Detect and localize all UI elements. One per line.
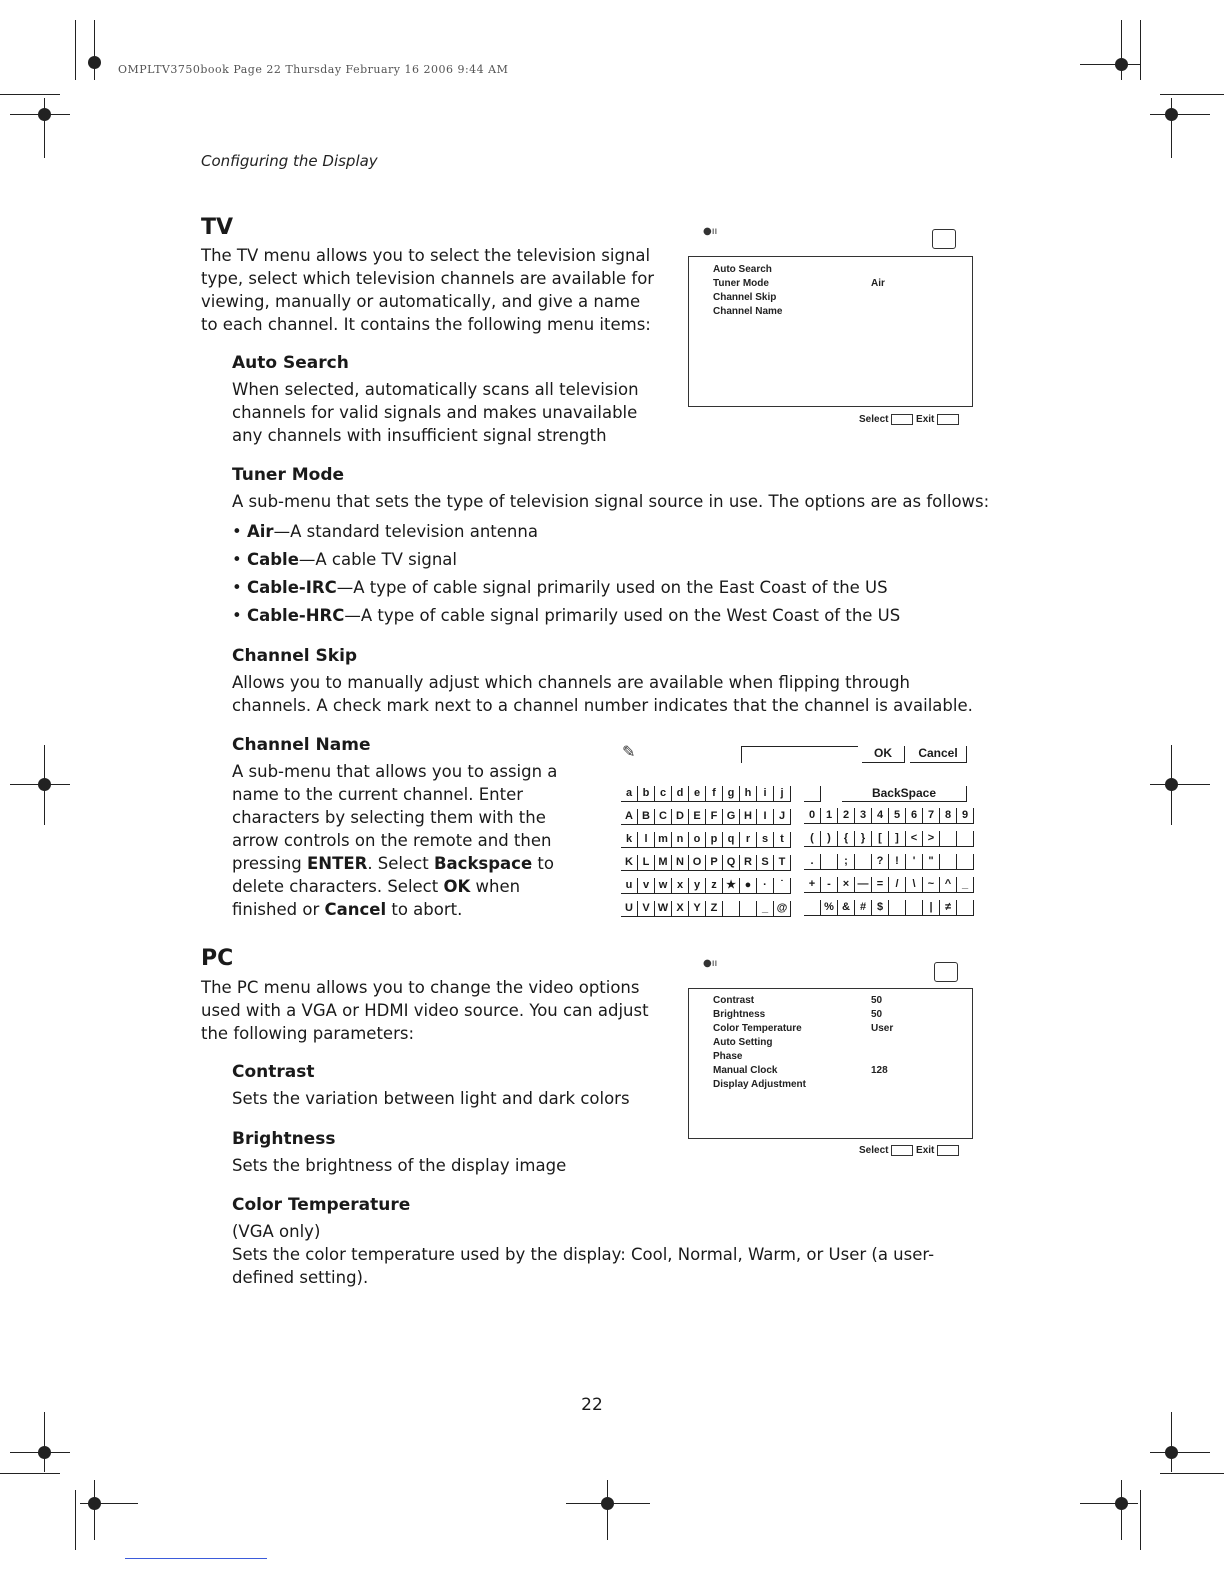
key[interactable]: [957, 900, 974, 916]
pc-menu-values: [871, 994, 893, 1078]
key[interactable]: Y: [689, 901, 706, 917]
auto-search-heading: Auto Search: [232, 353, 349, 373]
option-name: Air: [246, 522, 274, 541]
tuner-mode-heading: Tuner Mode: [232, 465, 345, 485]
key[interactable]: ≠: [940, 900, 957, 916]
key-row: [621, 901, 791, 917]
option-name: Cable-IRC: [246, 578, 337, 597]
tv-menu-footer: [859, 414, 959, 425]
key[interactable]: o: [689, 832, 706, 848]
key[interactable]: c: [655, 786, 672, 802]
pc-tab-icon: [934, 962, 958, 982]
key[interactable]: t: [774, 832, 791, 848]
key[interactable]: ": [923, 854, 940, 870]
key[interactable]: X: [672, 901, 689, 917]
pc-menu-panel: [688, 988, 973, 1139]
key[interactable]: L: [638, 855, 655, 871]
option-desc: —A cable TV signal: [298, 550, 457, 569]
key[interactable]: N: [672, 855, 689, 871]
key[interactable]: a: [621, 786, 638, 802]
key[interactable]: .: [804, 854, 821, 870]
key[interactable]: >: [923, 831, 940, 847]
select-label: Select: [859, 414, 889, 426]
key[interactable]: B: [638, 809, 655, 825]
option-desc: —A standard television antenna: [273, 522, 538, 541]
key[interactable]: b: [638, 786, 655, 802]
key[interactable]: P: [706, 855, 723, 871]
color-temp-heading: Color Temperature: [232, 1195, 411, 1215]
exit-label: Exit: [916, 1145, 935, 1157]
key[interactable]: G: [723, 809, 740, 825]
key[interactable]: f: [706, 786, 723, 802]
tab-picture-icon: ●ıı: [703, 226, 718, 237]
key-row: [804, 808, 974, 824]
tab-picture-icon: ●ıı: [703, 958, 718, 969]
key[interactable]: z: [706, 878, 723, 894]
ok-button[interactable]: OK: [862, 746, 905, 763]
key[interactable]: [957, 854, 974, 870]
channel-skip-text: Allows you to manually adjust which channels are available when flipping through channels. A check mark next to a channel number indicates that the channel is available.: [232, 673, 973, 715]
key-row: [804, 831, 974, 847]
key[interactable]: V: [638, 901, 655, 917]
page-number: 22: [581, 1395, 603, 1415]
key[interactable]: 9: [957, 808, 974, 824]
list-item: • Cable-IRC—A type of cable signal primarily used on the East Coast of the US: [232, 578, 888, 597]
channel-name-text: A sub-menu that allows you to assign a name to the current channel. Enter characters by selecting them with the arrow controls on the remote and then pressing ENTER. Select Backspace to delete characters. Select OK when finished or Cancel to abort.: [232, 762, 558, 919]
key[interactable]: [889, 900, 906, 916]
tv-menu-panel: [688, 256, 973, 407]
key[interactable]: [906, 900, 923, 916]
key[interactable]: r: [740, 832, 757, 848]
menu-item-color-temperature[interactable]: Color Temperature: [713, 1023, 802, 1034]
name-input-field[interactable]: [741, 746, 858, 763]
key[interactable]: 8: [940, 808, 957, 824]
menu-item-channel-skip[interactable]: Channel Skip: [713, 292, 777, 303]
key[interactable]: 5: [889, 808, 906, 824]
brightness-value: 50: [871, 1009, 883, 1020]
key[interactable]: I: [757, 809, 774, 825]
menu-tab-icons: [703, 226, 717, 237]
contrast-value: 50: [871, 995, 883, 1006]
menu-item-tuner-mode[interactable]: Tuner Mode: [713, 278, 769, 289]
key[interactable]: ?: [872, 854, 889, 870]
pc-menu-list: [713, 994, 806, 1092]
key[interactable]: @: [774, 901, 791, 917]
key-row: [621, 855, 791, 871]
tuner-mode-value: Air: [871, 278, 885, 289]
keyboard-right: [804, 808, 974, 916]
key[interactable]: _: [957, 877, 974, 893]
key-row: [804, 854, 974, 870]
key[interactable]: h: [740, 786, 757, 802]
manual-clock-value: 128: [871, 1065, 888, 1076]
key[interactable]: d: [672, 786, 689, 802]
key[interactable]: s: [757, 832, 774, 848]
tv-menu-list: [713, 263, 782, 319]
key[interactable]: Q: [723, 855, 740, 871]
key-row: [804, 877, 974, 893]
key[interactable]: C: [655, 809, 672, 825]
running-head: Configuring the Display: [201, 152, 378, 170]
key[interactable]: j: [774, 786, 791, 802]
key[interactable]: 0: [804, 808, 821, 824]
key[interactable]: /: [889, 877, 906, 893]
list-item: • Cable—A cable TV signal: [232, 550, 457, 569]
key[interactable]: }: [855, 831, 872, 847]
key[interactable]: <: [906, 831, 923, 847]
key[interactable]: n: [672, 832, 689, 848]
select-buttons-icon: [891, 414, 913, 425]
key[interactable]: H: [740, 809, 757, 825]
key[interactable]: e: [689, 786, 706, 802]
tv-heading: TV: [201, 215, 234, 240]
key[interactable]: 3: [855, 808, 872, 824]
pc-intro: The PC menu allows you to change the video options used with a VGA or HDMI video source. You can adjust the following parameters:: [201, 978, 649, 1043]
key[interactable]: 1: [821, 808, 838, 824]
pencil-icon: ✎: [622, 742, 636, 761]
select-buttons-icon: [891, 1145, 913, 1156]
key[interactable]: Z: [706, 901, 723, 917]
menu-item-brightness[interactable]: Brightness: [713, 1009, 766, 1020]
cancel-button[interactable]: Cancel: [910, 746, 967, 763]
key[interactable]: u: [621, 878, 638, 894]
key[interactable]: +: [804, 877, 821, 893]
key[interactable]: |: [923, 900, 940, 916]
key[interactable]: g: [723, 786, 740, 802]
key[interactable]: ●: [740, 878, 757, 894]
space-key[interactable]: [804, 786, 821, 802]
key[interactable]: [957, 831, 974, 847]
key[interactable]: ★: [723, 878, 740, 894]
color-temp-note: (VGA only): [232, 1222, 321, 1241]
key[interactable]: [804, 900, 821, 916]
list-item: • Cable-HRC—A type of cable signal primarily used on the West Coast of the US: [232, 606, 901, 625]
menu-item-manual-clock[interactable]: Manual Clock: [713, 1065, 778, 1076]
exit-button-icon: [937, 1145, 959, 1156]
channel-skip-heading: Channel Skip: [232, 646, 358, 666]
key[interactable]: ]: [889, 831, 906, 847]
brightness-text: Sets the brightness of the display image: [232, 1156, 567, 1175]
key[interactable]: =: [872, 877, 889, 893]
key-row: [621, 878, 791, 894]
key-row: [621, 809, 791, 825]
key[interactable]: v: [638, 878, 655, 894]
key[interactable]: [940, 854, 957, 870]
key-row: [621, 786, 791, 802]
pc-menu-tab-icons: [703, 958, 717, 969]
key[interactable]: W: [655, 901, 672, 917]
exit-button-icon: [937, 414, 959, 425]
key[interactable]: [740, 901, 757, 917]
key[interactable]: #: [855, 900, 872, 916]
key[interactable]: J: [774, 809, 791, 825]
key[interactable]: ×: [838, 877, 855, 893]
key[interactable]: p: [706, 832, 723, 848]
key[interactable]: m: [655, 832, 672, 848]
key[interactable]: M: [655, 855, 672, 871]
key[interactable]: 6: [906, 808, 923, 824]
key[interactable]: {: [838, 831, 855, 847]
key[interactable]: K: [621, 855, 638, 871]
keyboard-left: [621, 786, 791, 917]
key[interactable]: w: [655, 878, 672, 894]
exit-label: Exit: [916, 414, 935, 426]
key[interactable]: [855, 854, 872, 870]
key[interactable]: &: [838, 900, 855, 916]
key[interactable]: $: [872, 900, 889, 916]
key[interactable]: ': [906, 854, 923, 870]
key[interactable]: y: [689, 878, 706, 894]
key[interactable]: 7: [923, 808, 940, 824]
key[interactable]: [: [872, 831, 889, 847]
key[interactable]: \: [906, 877, 923, 893]
option-name: Cable: [246, 550, 299, 569]
phase-value: [871, 1050, 893, 1064]
color-temperature-value: User: [871, 1023, 894, 1034]
tv-intro: The TV menu allows you to select the television signal type, select which television channels are available for viewing, manually or automatically, and give a name to each channel. It contains the following menu items:: [201, 246, 655, 334]
key[interactable]: ^: [940, 877, 957, 893]
key[interactable]: i: [757, 786, 774, 802]
key[interactable]: ~: [923, 877, 940, 893]
file-header: OMPLTV3750book Page 22 Thursday February 16 2006 9:44 AM: [118, 63, 509, 76]
key[interactable]: 2: [838, 808, 855, 824]
key[interactable]: E: [689, 809, 706, 825]
option-desc: —A type of cable signal primarily used on the West Coast of the US: [344, 606, 901, 625]
tuner-mode-text: A sub-menu that sets the type of television signal source in use. The options are as follows:: [232, 492, 990, 511]
menu-item-phase[interactable]: Phase: [713, 1051, 743, 1062]
color-temp-text: Sets the color temperature used by the display: Cool, Normal, Warm, or User (a user-defined setting).: [232, 1245, 935, 1287]
menu-item-auto-search[interactable]: Auto Search: [713, 264, 772, 275]
key[interactable]: [821, 854, 838, 870]
key[interactable]: x: [672, 878, 689, 894]
auto-setting-value: [871, 1036, 893, 1050]
key[interactable]: F: [706, 809, 723, 825]
key-row: [621, 832, 791, 848]
key[interactable]: R: [740, 855, 757, 871]
key[interactable]: _: [757, 901, 774, 917]
key[interactable]: D: [672, 809, 689, 825]
key[interactable]: (: [804, 831, 821, 847]
key[interactable]: ;: [838, 854, 855, 870]
key[interactable]: !: [889, 854, 906, 870]
key[interactable]: ˙: [774, 878, 791, 894]
key[interactable]: k: [621, 832, 638, 848]
channel-name-heading: Channel Name: [232, 735, 371, 755]
key[interactable]: T: [774, 855, 791, 871]
pc-heading: PC: [201, 946, 234, 971]
key[interactable]: S: [757, 855, 774, 871]
key[interactable]: U: [621, 901, 638, 917]
menu-item-auto-setting[interactable]: Auto Setting: [713, 1037, 773, 1048]
key[interactable]: [940, 831, 957, 847]
option-desc: —A type of cable signal primarily used on the East Coast of the US: [336, 578, 888, 597]
key[interactable]: l: [638, 832, 655, 848]
pc-menu-footer: [859, 1145, 959, 1156]
key-row: [804, 900, 974, 916]
key[interactable]: ): [821, 831, 838, 847]
menu-item-contrast[interactable]: Contrast: [713, 995, 755, 1006]
key[interactable]: %: [821, 900, 838, 916]
contrast-heading: Contrast: [232, 1062, 315, 1082]
brightness-heading: Brightness: [232, 1129, 336, 1149]
key[interactable]: [723, 901, 740, 917]
menu-item-display-adjustment[interactable]: Display Adjustment: [713, 1079, 806, 1090]
menu-item-channel-name[interactable]: Channel Name: [713, 306, 783, 317]
key[interactable]: ·: [757, 878, 774, 894]
key[interactable]: —: [855, 877, 872, 893]
option-name: Cable-HRC: [246, 606, 345, 625]
key[interactable]: O: [689, 855, 706, 871]
key[interactable]: A: [621, 809, 638, 825]
contrast-text: Sets the variation between light and dark colors: [232, 1089, 630, 1108]
tuner-options-list: [232, 518, 992, 630]
select-label: Select: [859, 1145, 889, 1157]
backspace-button[interactable]: BackSpace: [842, 786, 967, 802]
key[interactable]: -: [821, 877, 838, 893]
tv-tab-icon: [932, 229, 956, 249]
list-item: • Air—A standard television antenna: [232, 522, 538, 541]
auto-search-text: When selected, automatically scans all television channels for valid signals and makes unavailable any channels with insufficient signal strength: [232, 380, 639, 445]
key[interactable]: q: [723, 832, 740, 848]
key[interactable]: 4: [872, 808, 889, 824]
